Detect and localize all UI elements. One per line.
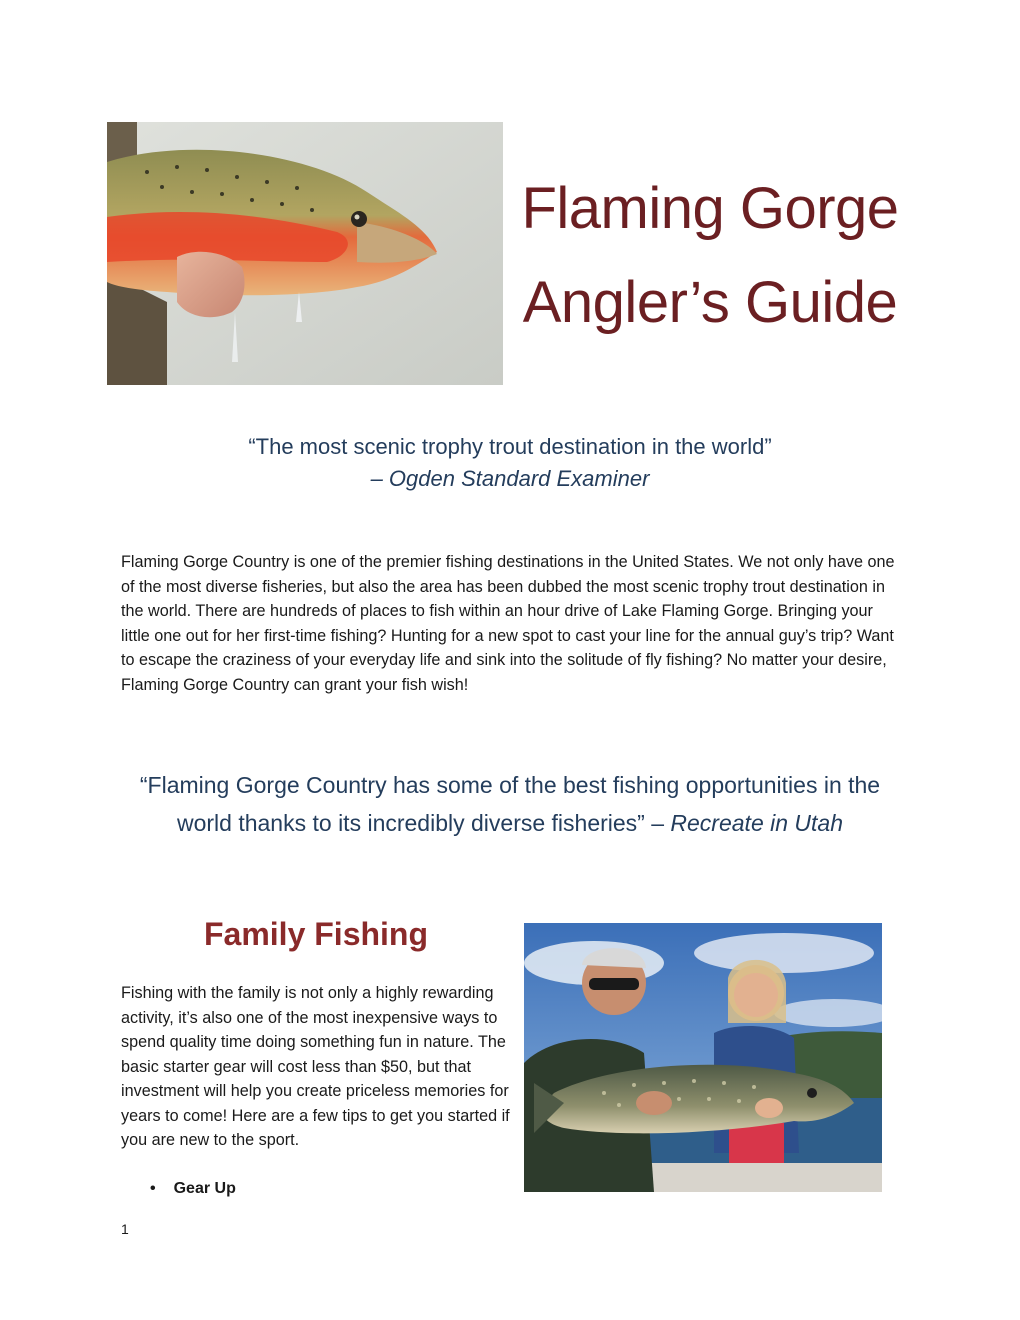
family-fishing-paragraph: Fishing with the family is not only a highly rewarding activity, it’s also one of the most inexpensive ways to spend quality time doing something fun in nature. The basic starter gear will cost less than $50, but that investment will help you create priceless memories for years to come! Here are a few tips to get you started if you are new to the sport.	[121, 984, 510, 1149]
hero-trout-photo	[107, 122, 503, 385]
quote-1-text: “The most scenic trophy trout destination in the world”	[248, 434, 772, 459]
list-item: • Gear Up	[150, 1177, 236, 1201]
quote-1-attribution: – Ogden Standard Examiner	[370, 466, 650, 491]
title-line-2: Angler’s Guide	[522, 270, 898, 335]
page-title	[520, 162, 900, 350]
family-fishing-photo	[524, 923, 882, 1192]
tips-list	[150, 1177, 236, 1201]
section-heading-family-fishing: Family Fishing	[203, 916, 429, 952]
pull-quote-2	[110, 766, 910, 842]
intro-paragraph: Flaming Gorge Country is one of the premier fishing destinations in the United States. We not only have one of the most diverse fisheries, but also the area has been dubbed the most scenic trophy trout destination in the world. There are hundreds of places to fish within an hour drive of Lake Flaming Gorge. Bringing your little one out for her first-time fishing? Hunting for a new spot to cast your line for the annual guy’s trip? Want to escape the craziness of your everyday life and sink into the solitude of fly fishing? No matter your desire, Flaming Gorge Country can grant your fish wish!	[121, 553, 895, 694]
title-line-1: Flaming Gorge	[521, 176, 899, 241]
pull-quote-1	[110, 431, 910, 495]
quote-2-text: “Flaming Gorge Country has some of the best fishing opportunities in the world thanks to its incredibly diverse fisheries” –	[139, 772, 881, 836]
quote-2-attribution: Recreate in Utah	[670, 810, 843, 836]
page-number: 1	[121, 1221, 129, 1237]
